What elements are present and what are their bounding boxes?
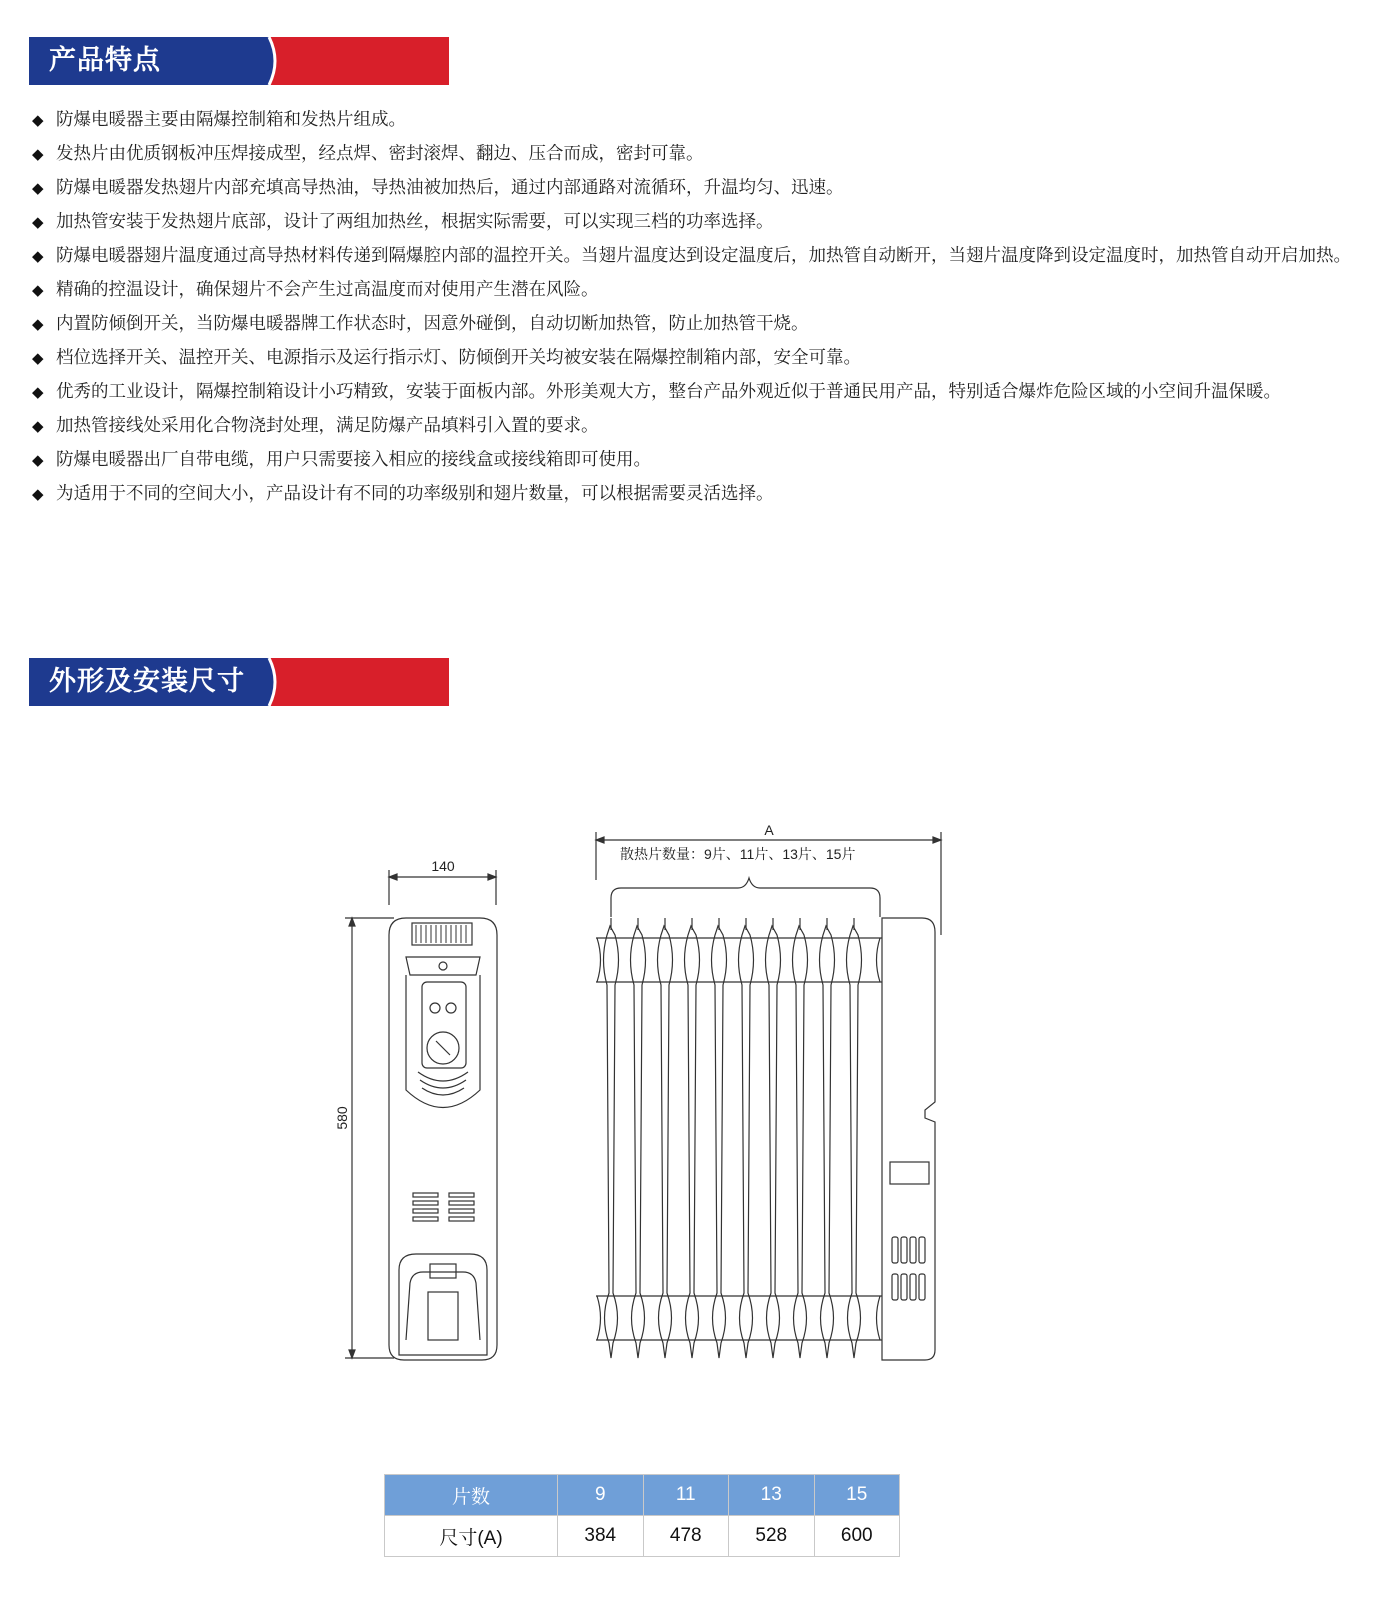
diamond-bullet-icon: ◆ bbox=[32, 485, 44, 503]
feature-text: 防爆电暖器出厂自带电缆，用户只需要接入相应的接线盒或接线箱即可使用。 bbox=[56, 450, 651, 470]
height-label: 580 bbox=[334, 1106, 350, 1130]
table-header-cell: 9 bbox=[558, 1475, 644, 1516]
feature-item bbox=[32, 273, 1352, 307]
diamond-bullet-icon: ◆ bbox=[32, 179, 44, 197]
feature-item bbox=[32, 443, 1352, 477]
feature-item bbox=[32, 477, 1352, 511]
feature-text: 防爆电暖器主要由隔爆控制箱和发热片组成。 bbox=[56, 110, 406, 130]
diamond-bullet-icon: ◆ bbox=[32, 383, 44, 401]
length-label: A bbox=[764, 822, 774, 838]
dimensions-section-header bbox=[29, 658, 449, 706]
vent-slots bbox=[413, 1193, 474, 1221]
diamond-bullet-icon: ◆ bbox=[32, 417, 44, 435]
feature-item bbox=[32, 307, 1352, 341]
table-cell: 384 bbox=[558, 1516, 644, 1557]
feature-item bbox=[32, 205, 1352, 239]
heater-dimension-drawing bbox=[0, 790, 1384, 1380]
table-header-row bbox=[385, 1475, 900, 1516]
diamond-bullet-icon: ◆ bbox=[32, 213, 44, 231]
feature-item bbox=[32, 409, 1352, 443]
feature-item bbox=[32, 239, 1352, 273]
fins bbox=[597, 918, 880, 1358]
table-row bbox=[385, 1516, 900, 1557]
feature-item bbox=[32, 375, 1352, 409]
table-header-cell: 11 bbox=[643, 1475, 729, 1516]
features-list bbox=[32, 103, 1352, 511]
width-label: 140 bbox=[431, 858, 455, 874]
feature-text: 内置防倾倒开关，当防爆电暖器牌工作状态时，因意外碰倒，自动切断加热管，防止加热管干烧。 bbox=[56, 314, 809, 334]
feature-text: 加热管接线处采用化合物浇封处理，满足防爆产品填料引入置的要求。 bbox=[56, 416, 599, 436]
diamond-bullet-icon: ◆ bbox=[32, 451, 44, 469]
table-cell: 600 bbox=[814, 1516, 900, 1557]
heater-front-view bbox=[596, 918, 935, 1360]
diamond-bullet-icon: ◆ bbox=[32, 281, 44, 299]
diamond-bullet-icon: ◆ bbox=[32, 315, 44, 333]
feature-item bbox=[32, 171, 1352, 205]
diamond-bullet-icon: ◆ bbox=[32, 145, 44, 163]
table-header-cell: 13 bbox=[729, 1475, 815, 1516]
feature-text: 防爆电暖器发热翅片内部充填高导热油，导热油被加热后，通过内部通路对流循环，升温均匀、迅速。 bbox=[56, 178, 844, 198]
feature-item bbox=[32, 103, 1352, 137]
diamond-bullet-icon: ◆ bbox=[32, 111, 44, 129]
feature-item bbox=[32, 137, 1352, 171]
feature-text: 防爆电暖器翅片温度通过高导热材料传递到隔爆腔内部的温控开关。当翅片温度达到设定温度后，加热管自动断开，当翅片温度降到设定温度时，加热管自动开启加热。 bbox=[56, 246, 1351, 266]
table-cell: 528 bbox=[729, 1516, 815, 1557]
features-section-header bbox=[29, 37, 449, 85]
feature-text: 精确的控温设计，确保翅片不会产生过高温度而对使用产生潜在风险。 bbox=[56, 280, 599, 300]
feature-text: 优秀的工业设计，隔爆控制箱设计小巧精致，安装于面板内部。外形美观大方，整台产品外观近似于普通民用产品，特别适合爆炸危险区域的小空间升温保暖。 bbox=[56, 382, 1281, 402]
feature-text: 发热片由优质钢板冲压焊接成型，经点焊、密封滚焊、翻边、压合而成，密封可靠。 bbox=[56, 144, 704, 164]
feature-text: 档位选择开关、温控开关、电源指示及运行指示灯、防倾倒开关均被安装在隔爆控制箱内部，安全可靠。 bbox=[56, 348, 861, 368]
table-cell: 尺寸(A) bbox=[385, 1516, 558, 1557]
feature-item bbox=[32, 341, 1352, 375]
heater-side-view bbox=[389, 918, 497, 1360]
diamond-bullet-icon: ◆ bbox=[32, 247, 44, 265]
width-dimension bbox=[389, 858, 496, 905]
feature-text: 为适用于不同的空间大小，产品设计有不同的功率级别和翅片数量，可以根据需要灵活选择。 bbox=[56, 484, 774, 504]
table-header-cell: 片数 bbox=[385, 1475, 558, 1516]
dimensions-table bbox=[384, 1474, 900, 1557]
table-cell: 478 bbox=[643, 1516, 729, 1557]
diamond-bullet-icon: ◆ bbox=[32, 349, 44, 367]
features-title: 产品特点 bbox=[49, 45, 161, 76]
table-header-cell: 15 bbox=[814, 1475, 900, 1516]
fins-note: 散热片数量：9片、11片、13片、15片 bbox=[620, 846, 856, 862]
dimensions-title: 外形及安装尺寸 bbox=[49, 666, 245, 697]
height-dimension bbox=[334, 918, 394, 1358]
feature-text: 加热管安装于发热翅片底部，设计了两组加热丝，根据实际需要，可以实现三档的功率选择。 bbox=[56, 212, 774, 232]
